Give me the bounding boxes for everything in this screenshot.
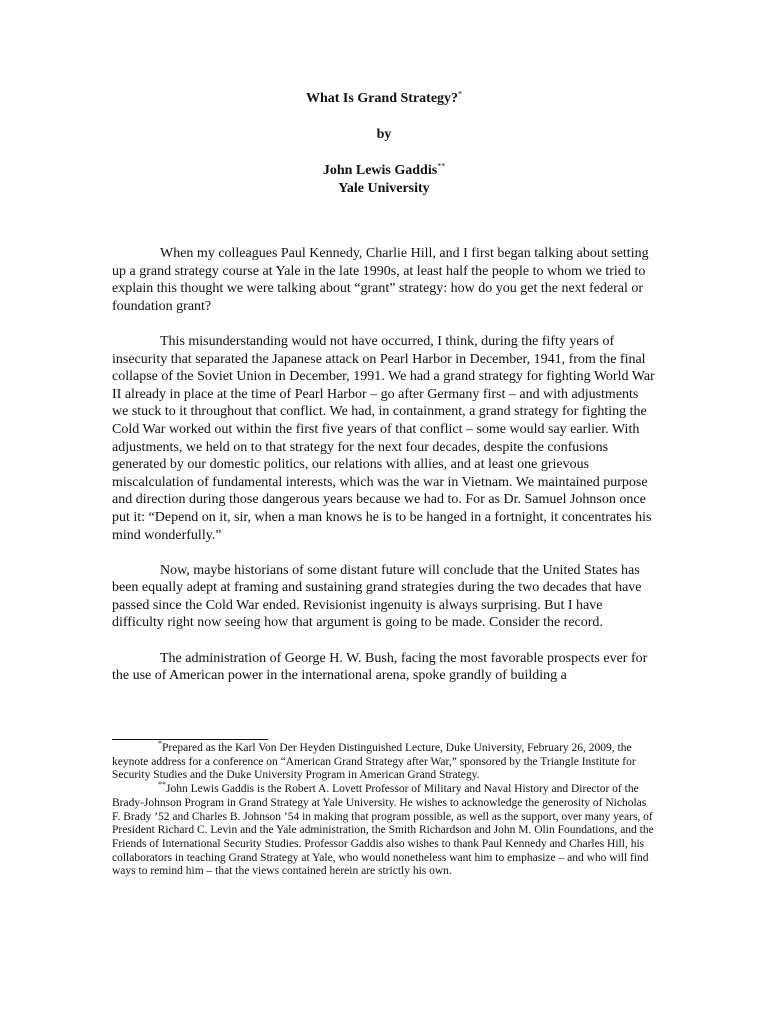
author-footnote-marker: ** (437, 161, 446, 171)
author-affiliation: Yale University (338, 181, 430, 196)
paragraph: When my colleagues Paul Kennedy, Charlie Hill, and I first began talking about setting up a grand strategy course at Yale in the late 1990s, at least half the people to whom we tried to explain this thought we were talking about “grant” strategy: how do you get the next federal or foundation grant? (112, 246, 649, 314)
title-line (0, 90, 768, 108)
body-text (112, 245, 656, 702)
byline-by: by (376, 127, 392, 142)
footnote-marker: * (158, 739, 162, 749)
paragraph: Now, maybe historians of some distant future will conclude that the United States has been equally adept at framing and sustaining grand strategies during the two decades that have passed since the Cold War ended. Revisionist ingenuity is always surprising. But I have difficulty right now seeing how that argument is going to be made. Consider the record. (112, 562, 642, 631)
title-block (0, 90, 768, 198)
footnote-text: Prepared as the Karl Von Der Heyden Distinguished Lecture, Duke University, February 26, 2009, the keynote address for a conference on “American Grand Strategy after War,” sponsored by the Triangle Institute for Security Studies and the Duke University Program in American Grand Strategy. (112, 742, 636, 782)
footnote (112, 739, 656, 783)
footnote (112, 780, 656, 879)
author-name: John Lewis Gaddis (322, 163, 438, 178)
title-footnote-marker: * (458, 89, 463, 99)
footnote-text: John Lewis Gaddis is the Robert A. Lovett Professor of Military and Naval History and Director of the Brady-Johnson Program in Grand Strategy at Yale University. He wishes to acknowledge the generosity of Nicholas F. Brady ’52 and Charles B. Johnson ’54 in making that program possible, as well as the support, over many years, of President Richard C. Levin and the Yale administration, the Smith Richardson and John M. Olin Foundations, and the Friends of International Security Studies. Professor Gaddis also wishes to thank Paul Kennedy and Charles Hill, his collaborators in teaching Grand Strategy at Yale, who would nonetheless want him to emphasize – and who will find ways to remind him – that the views contained herein are strictly his own. (112, 783, 654, 878)
footnote-marker: ** (158, 780, 166, 790)
paragraph: The administration of George H. W. Bush, facing the most favorable prospects ever for the use of American power in the international arena, spoke grandly of building a (112, 650, 648, 684)
author-line (0, 162, 768, 180)
document-title: What Is Grand Strategy? (305, 91, 459, 106)
footnote-divider (112, 739, 268, 740)
paragraph: This misunderstanding would not have occurred, I think, during the fifty years of insecurity that separated the Japanese attack on Pearl Harbor in December, 1941, from the final collapse of the Soviet Union in December, 1991. We had a grand strategy for fighting World War II already in place at the time of Pearl Harbor – go after Germany first – and with adjustments we stuck to it throughout that conflict. We had, in containment, a grand strategy for fighting the Cold War worked out within the first five years of that conflict – some would say earlier. With adjustments, we held on to that strategy for the next four decades, despite the confusions generated by our domestic politics, our relations with allies, and at least one grievous miscalculation of fundamental interests, which was the war in Vietnam. We maintained purpose and direction during those dangerous years because we had to. For as Dr. Samuel Johnson once put it: “Depend on it, sir, when a man knows he is to be hanged in a fortnight, it concentrates his mind wonderfully.” (112, 333, 655, 543)
footnotes (112, 739, 656, 879)
